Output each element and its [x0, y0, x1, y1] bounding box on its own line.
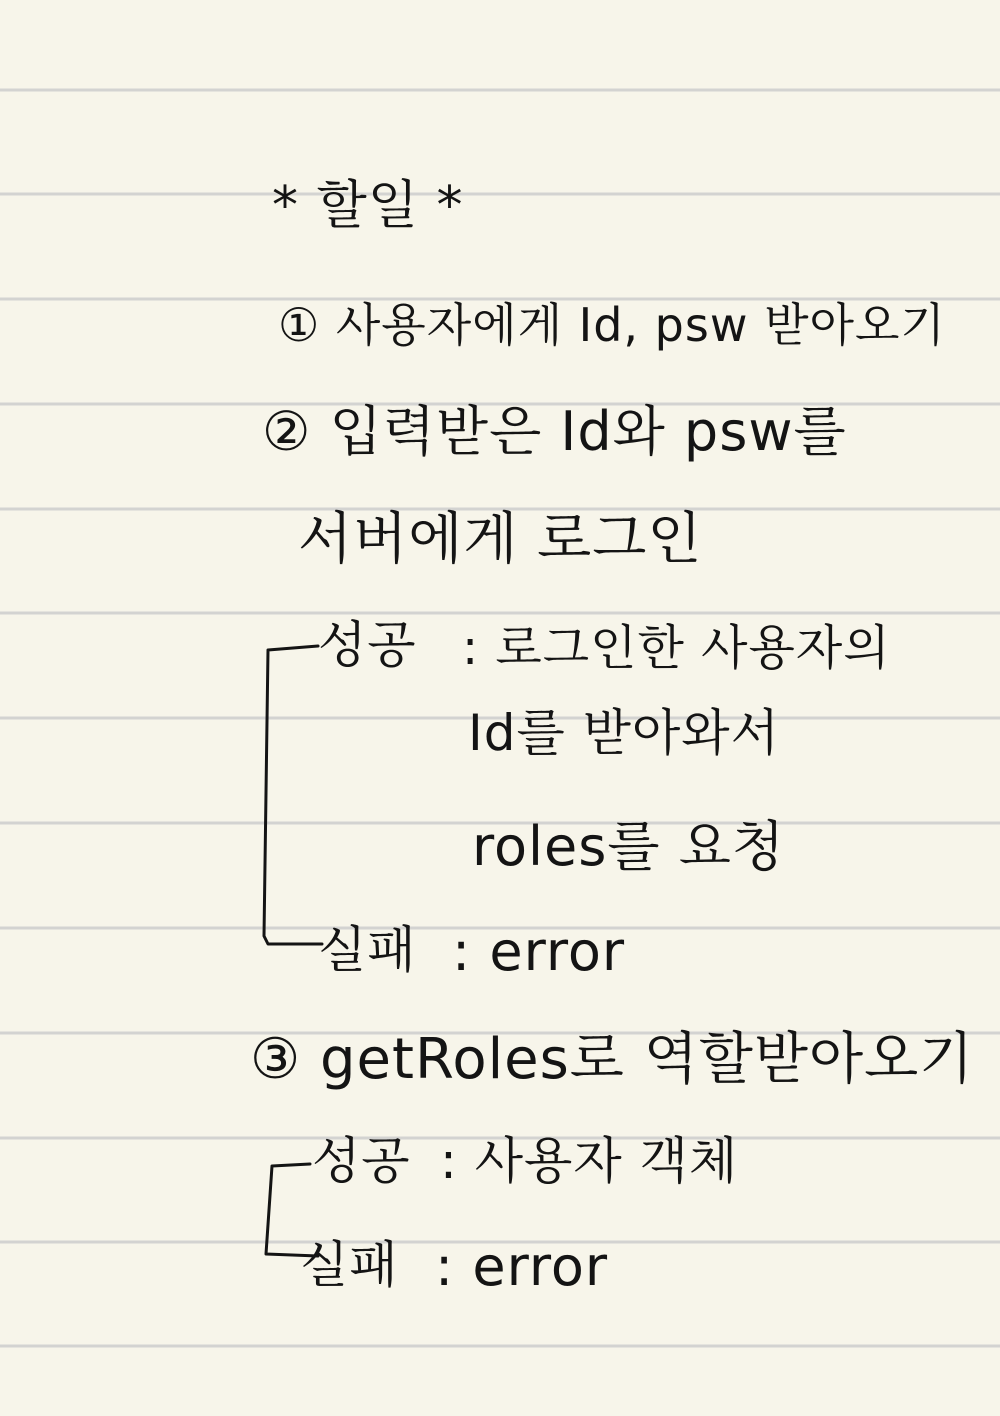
step-2-line-2: 서버에게 로그인 [298, 507, 703, 572]
step-1: ① 사용자에게 Id, psw 받아오기 [278, 298, 946, 352]
step-2-success-line-3: roles를 요청 [472, 815, 786, 878]
step-2-success-label: 성공 [318, 616, 417, 674]
step-2-line-1: ② 입력받은 Id와 psw를 [262, 400, 847, 463]
bracket-step2 [264, 646, 322, 944]
step-2-fail-value: : error [452, 920, 626, 983]
step-2-fail-label: 실패 [318, 921, 417, 979]
page-title: * 할일 * [272, 176, 464, 236]
step-3-success-value: : 사용자 객체 [440, 1132, 739, 1190]
step-3-fail-value: : error [435, 1235, 609, 1298]
step-2-success-line-1: : 로그인한 사용자의 [462, 620, 891, 676]
step-3-success-label: 성공 [312, 1132, 411, 1190]
step-3: ③ getRoles로 역할받아오기 [250, 1027, 975, 1092]
step-2-success-line-2: Id를 받아와서 [468, 704, 780, 762]
step-3-fail-label: 실패 [300, 1236, 399, 1294]
